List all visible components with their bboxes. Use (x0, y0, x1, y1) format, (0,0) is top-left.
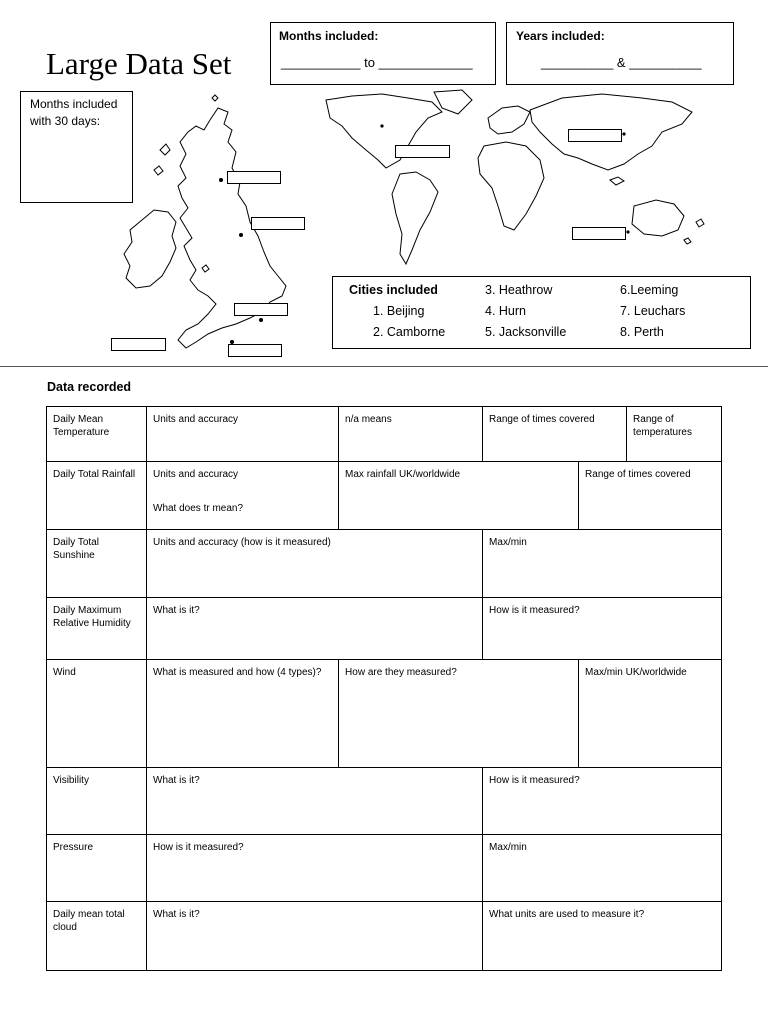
years-included-box (506, 22, 734, 85)
months-included-box (270, 22, 496, 85)
city-leuchars: 7. Leuchars (620, 304, 686, 318)
city-beijing: 1. Beijing (373, 304, 425, 318)
row-label-humidity: Daily Maximum Relative Humidity (47, 598, 147, 660)
cell-rain-units[interactable] (147, 462, 339, 530)
table-row (47, 835, 722, 902)
row-label-temperature: Daily Mean Temperature (47, 407, 147, 462)
cell-cloud-units[interactable]: What units are used to measure it? (483, 902, 722, 971)
cell-temp-units[interactable]: Units and accuracy (147, 407, 339, 462)
cities-included-box (332, 276, 751, 349)
cell-temp-times[interactable]: Range of times covered (483, 407, 627, 462)
city-hurn: 4. Hurn (485, 304, 526, 318)
table-row (47, 660, 722, 768)
page-title: Large Data Set (46, 46, 232, 81)
section-divider (0, 366, 768, 367)
uk-label-box-1[interactable] (227, 171, 281, 184)
cell-rain-units-text: Units and accuracy (153, 469, 239, 480)
table-row (47, 598, 722, 660)
cell-temp-na[interactable]: n/a means (339, 407, 483, 462)
world-label-box-1[interactable] (395, 145, 450, 158)
cell-temp-range[interactable]: Range of temperatures (627, 407, 722, 462)
row-label-pressure: Pressure (47, 835, 147, 902)
cell-rain-max[interactable]: Max rainfall UK/worldwide (339, 462, 579, 530)
world-map-outline (312, 88, 732, 268)
row-label-rainfall: Daily Total Rainfall (47, 462, 147, 530)
table-row (47, 530, 722, 598)
city-perth: 8. Perth (620, 325, 664, 339)
data-recorded-heading: Data recorded (47, 380, 132, 394)
cell-pressure-maxmin[interactable]: Max/min (483, 835, 722, 902)
table-row (47, 407, 722, 462)
months-included-label: Months included: (279, 29, 379, 43)
cities-heading: Cities included (349, 283, 438, 297)
cell-wind-maxmin[interactable]: Max/min UK/worldwide (579, 660, 722, 768)
row-label-sunshine: Daily Total Sunshine (47, 530, 147, 598)
data-recorded-table (46, 406, 722, 971)
cell-humidity-what[interactable]: What is it? (147, 598, 483, 660)
cell-sun-units[interactable]: Units and accuracy (how is it measured) (147, 530, 483, 598)
row-label-wind: Wind (47, 660, 147, 768)
cell-rain-tr-text: What does tr mean? (153, 503, 244, 514)
years-included-label: Years included: (516, 29, 605, 43)
years-included-blank[interactable]: __________ & __________ (541, 55, 702, 70)
cell-wind-what[interactable]: What is measured and how (4 types)? (147, 660, 339, 768)
cell-cloud-what[interactable]: What is it? (147, 902, 483, 971)
table-row (47, 902, 722, 971)
uk-label-box-2[interactable] (251, 217, 305, 230)
months-included-blank[interactable]: ___________ to _____________ (281, 55, 473, 70)
cell-rain-times[interactable]: Range of times covered (579, 462, 722, 530)
city-heathrow: 3. Heathrow (485, 283, 553, 297)
cell-pressure-how[interactable]: How is it measured? (147, 835, 483, 902)
city-camborne: 2. Camborne (373, 325, 446, 339)
cell-humidity-how[interactable]: How is it measured? (483, 598, 722, 660)
months-30-days-label-1: Months included (30, 97, 118, 111)
row-label-cloud: Daily mean total cloud (47, 902, 147, 971)
months-30-days-label-2: with 30 days: (30, 114, 101, 128)
world-label-box-2[interactable] (568, 129, 622, 142)
uk-label-box-5[interactable] (228, 344, 282, 357)
uk-label-box-3[interactable] (234, 303, 288, 316)
cell-visibility-how[interactable]: How is it measured? (483, 768, 722, 835)
world-label-box-3[interactable] (572, 227, 626, 240)
cell-wind-how[interactable]: How are they measured? (339, 660, 579, 768)
city-jacksonville: 5. Jacksonville (485, 325, 567, 339)
cell-sun-maxmin[interactable]: Max/min (483, 530, 722, 598)
uk-label-box-4[interactable] (111, 338, 166, 351)
table-row (47, 768, 722, 835)
table-row (47, 462, 722, 530)
cell-visibility-what[interactable]: What is it? (147, 768, 483, 835)
city-leeming: 6.Leeming (620, 283, 679, 297)
row-label-visibility: Visibility (47, 768, 147, 835)
